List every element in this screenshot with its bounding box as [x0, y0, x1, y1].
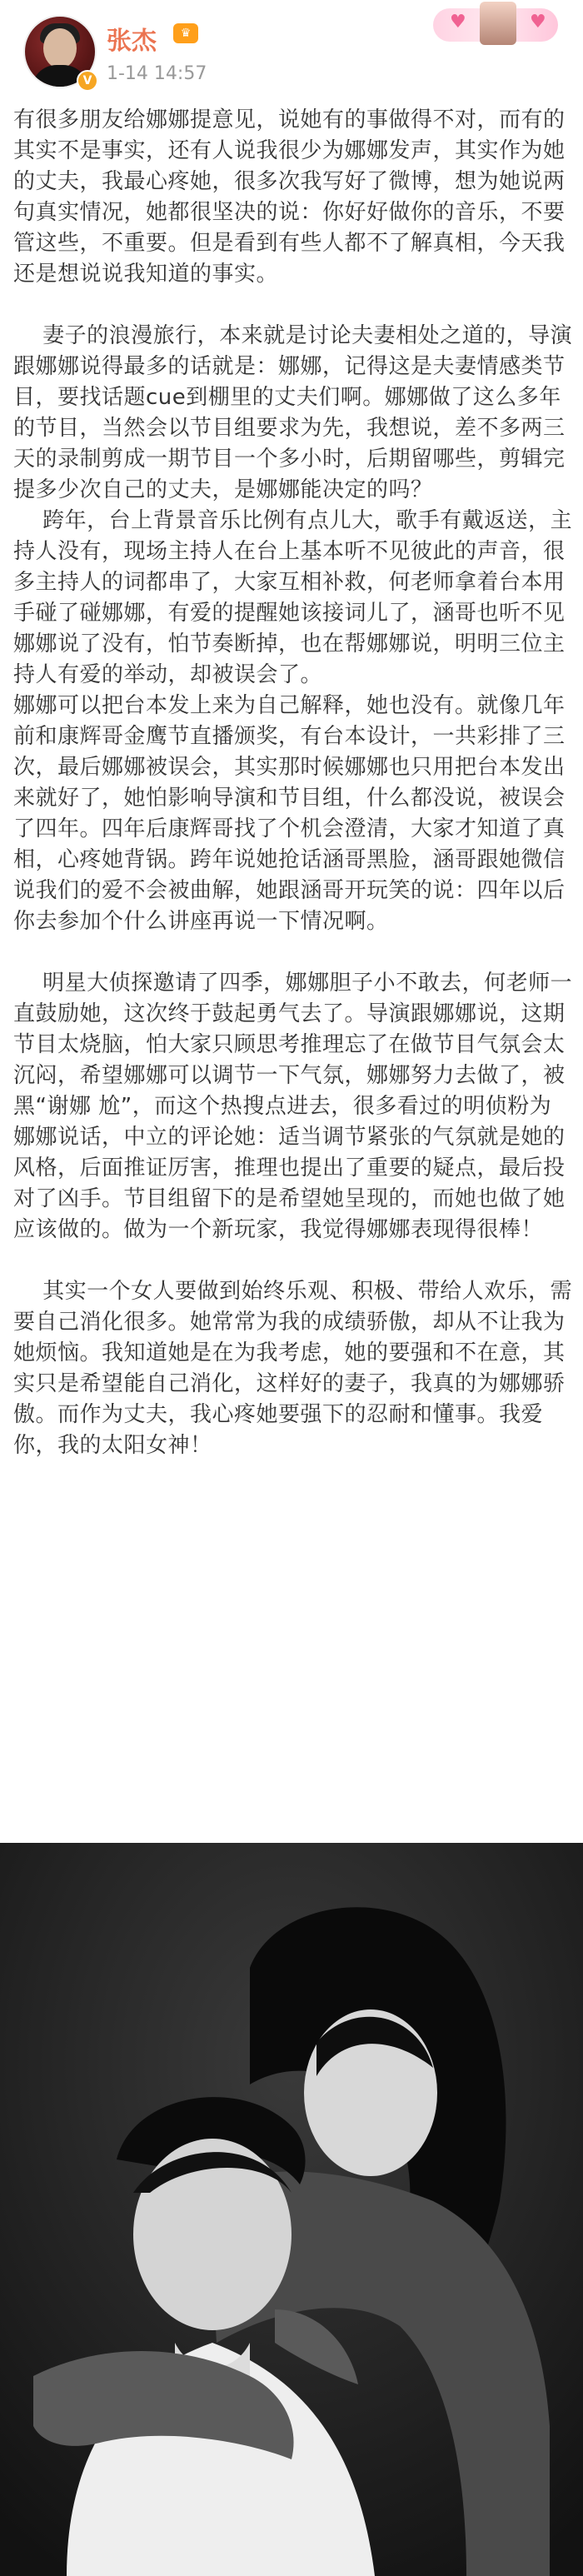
post-paragraph-5: 明星大侦探邀请了四季，娜娜胆子小不敢去，何老师一直鼓励她，这次终于鼓起勇气去了。导演跟娜娜说，这期节目太烧脑，怕大家只顾思考推理忘了在做节目气氛会太沉闷，希望娜娜可以调节一下气氛，娜娜努力去做了，被黑“谢娜 尬”，而这个热搜点进去，很多看过的明侦粉为娜娜说话，中立的评论她：适当调节紧张的气氛就是她的风格，后面推证厉害，推理也提出了重要的疑点，最后投对了凶手。节目组留下的是希望她呈现的，而她也做了她应该做的。做为一个新玩家，我觉得娜娜表现得很棒！ — [13, 971, 573, 1242]
username[interactable]: 张杰 — [107, 27, 157, 56]
heart-icon: ♥ — [450, 12, 466, 32]
post-paragraph-2: 妻子的浪漫旅行，本来就是讨论夫妻相处之道的，导演跟娜娜说得最多的话就是：娜娜，记得这是夫妻情感类节目，要找话题cue到棚里的丈夫们啊。娜娜做了这么多年的节目，当然会以节目组要求为先，我想说，差不多两三天的录制剪成一期节目一个多小时，后期留哪些，剪辑完提多少次自己的丈夫，是娜娜能决定的吗？ — [13, 323, 573, 502]
post-paragraph-1: 有很多朋友给娜娜提意见，说她有的事做得不对，而有的其实不是事实，还有人说我很少为娜娜发声，其实作为她的丈夫，我最心疼她，很多次我写好了微博，想为她说两句真实情况，她都很坚决的说：你好好做你的音乐，不要管这些，不重要。但是看到有些人都不了解真相，今天我还是想说说我知道的事实。 — [13, 107, 566, 287]
avatar-face — [43, 28, 77, 68]
decor-photo — [480, 2, 516, 45]
verified-v-icon: V — [77, 70, 98, 92]
vip-crown-icon[interactable]: ♛ — [173, 23, 198, 43]
post-paragraph-3: 跨年，台上背景音乐比例有点儿大，歌手有戴返送，主持人没有，现场主持人在台上基本听不见彼此的声音，很多主持人的词都串了，大家互相补救，何老师拿着台本用手碰了碰娜娜，有爱的提醒她该接词儿了，涵哥也听不见娜娜说了没有，怕节奏断掉，也在帮娜娜说，明明三位主持人有爱的举动，却被误会了。 — [13, 508, 573, 687]
post-photo[interactable] — [0, 1843, 583, 2576]
post-paragraph-6: 其实一个女人要做到始终乐观、积极、带给人欢乐，需要自己消化很多。她常常为我的成绩骄傲，却从不让我为她烦恼。我知道她是在为我考虑，她的要强和不在意，其实只是希望能自己消化，这样好的妻子，我真的为娜娜骄傲。而作为丈夫，我心疼她要强下的忍耐和懂事。我爱你，我的太阳女神！ — [13, 1279, 573, 1458]
post-body — [13, 105, 573, 1461]
profile-card-decoration[interactable] — [416, 0, 583, 50]
post-paragraph-4: 娜娜可以把台本发上来为自己解释，她也没有。就像几年前和康辉哥金鹰节直播颁奖，有台本设计，一共彩排了三次，最后娜娜被误会，其实那时候娜娜也只用把台本发出来就好了，她怕影响导演和节目组，什么都没说，被误会了四年。四年后康辉哥找了个机会澄清，大家才知道了真相，心疼她背锅。跨年说她抢话涵哥黑脸，涵哥跟她微信说我们的爱不会被曲解，她跟涵哥开玩笑的说：四年以后你去参加个什么讲座再说一下情况啊。 — [13, 693, 566, 934]
post-header — [0, 0, 583, 107]
heart-icon: ♥ — [530, 12, 546, 32]
couple-portrait-image — [0, 1843, 583, 2576]
post-time: 1-14 14:57 — [107, 63, 207, 84]
